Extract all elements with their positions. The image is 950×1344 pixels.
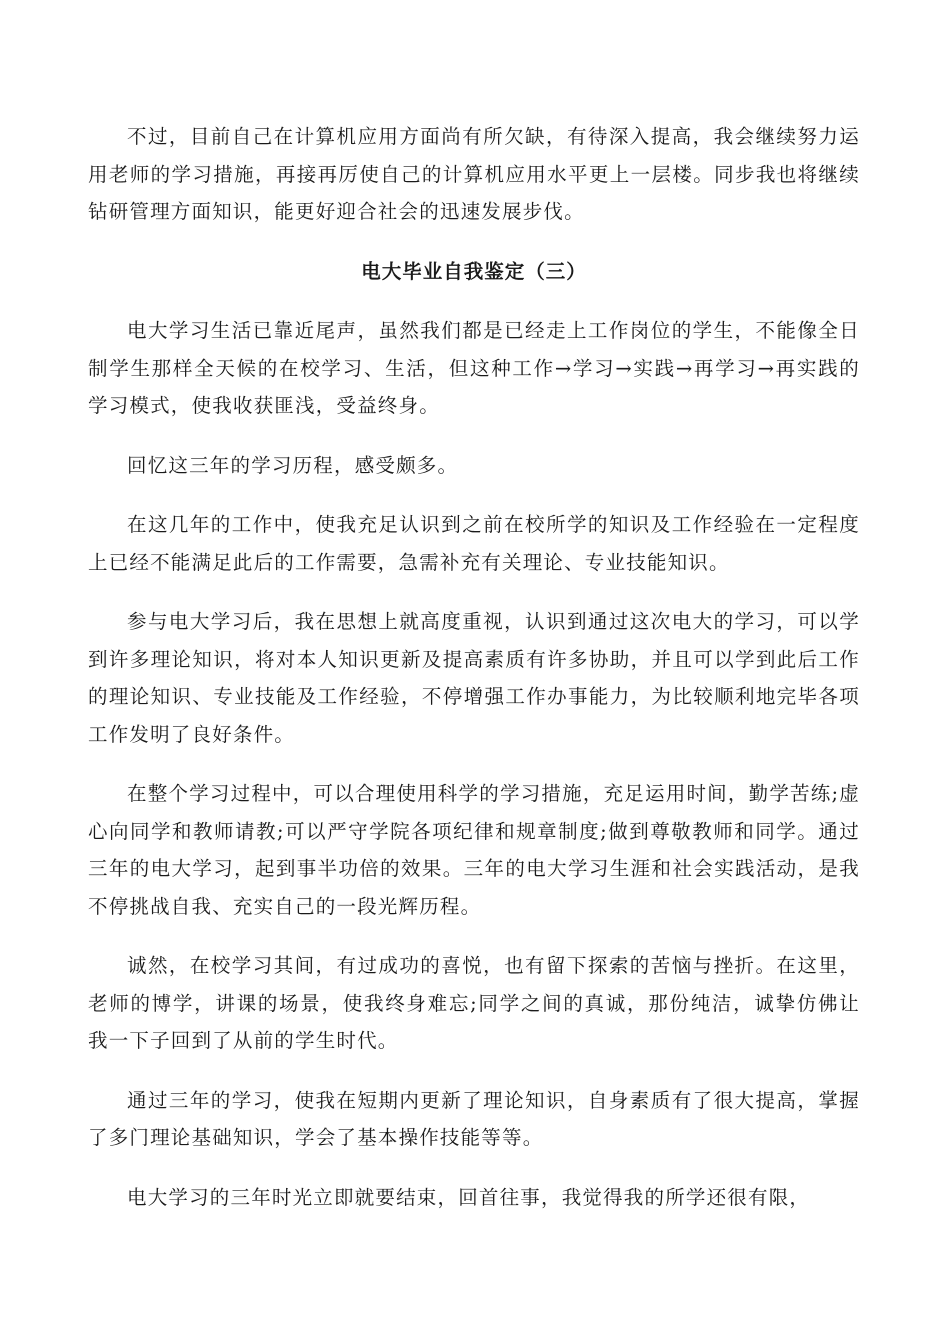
paragraph: 在这几年的工作中，使我充足认识到之前在校所学的知识及工作经验在一定程度上已经不能满足此后的工作需要，急需补充有关理论、专业技能知识。 — [88, 513, 860, 574]
intro-paragraph: 不过，目前自己在计算机应用方面尚有所欠缺，有待深入提高，我会继续努力运用老师的学习措施，再接再厉使自己的计算机应用水平更上一层楼。同步我也将继续钻研管理方面知识，能更好迎合社会的迅速发展步伐。 — [88, 125, 860, 223]
paragraph: 电大学习的三年时光立即就要结束，回首往事，我觉得我的所学还很有限， — [127, 1185, 811, 1209]
paragraph: 诚然，在校学习其间，有过成功的喜悦，也有留下探索的苦恼与挫折。在这里，老师的博学，讲课的场景，使我终身难忘;同学之间的真诚，那份纯洁，诚挚仿佛让我一下子回到了从前的学生时代。 — [88, 954, 860, 1052]
paragraph: 回忆这三年的学习历程，感受颇多。 — [127, 453, 459, 477]
section-title: 电大毕业自我鉴定（三） — [361, 259, 587, 283]
document-body — [88, 118, 860, 1238]
paragraph: 参与电大学习后，我在思想上就高度重视，认识到通过这次电大的学习，可以学到许多理论知识，将对本人知识更新及提高素质有许多协助，并且可以学到此后工作的理论知识、专业技能及工作经验，不停增强工作办事能力，为比较顺利地完毕各项工作发明了良好条件。 — [88, 610, 860, 746]
paragraph: 电大学习生活已靠近尾声，虽然我们都是已经走上工作岗位的学生，不能像全日制学生那样全天候的在校学习、生活，但这种工作→学习→实践→再学习→再实践的学习模式，使我收获匪浅，受益终身。 — [88, 319, 860, 417]
paragraph: 通过三年的学习，使我在短期内更新了理论知识，自身素质有了很大提高，掌握了多门理论基础知识，学会了基本操作技能等等。 — [88, 1088, 860, 1149]
paragraph: 在整个学习过程中，可以合理使用科学的学习措施，充足运用时间，勤学苦练;虚心向同学和教师请教;可以严守学院各项纪律和规章制度;做到尊敬教师和同学。通过三年的电大学习，起到事半功倍的效果。三年的电大学习生涯和社会实践活动，是我不停挑战自我、充实自己的一段光辉历程。 — [88, 782, 860, 918]
